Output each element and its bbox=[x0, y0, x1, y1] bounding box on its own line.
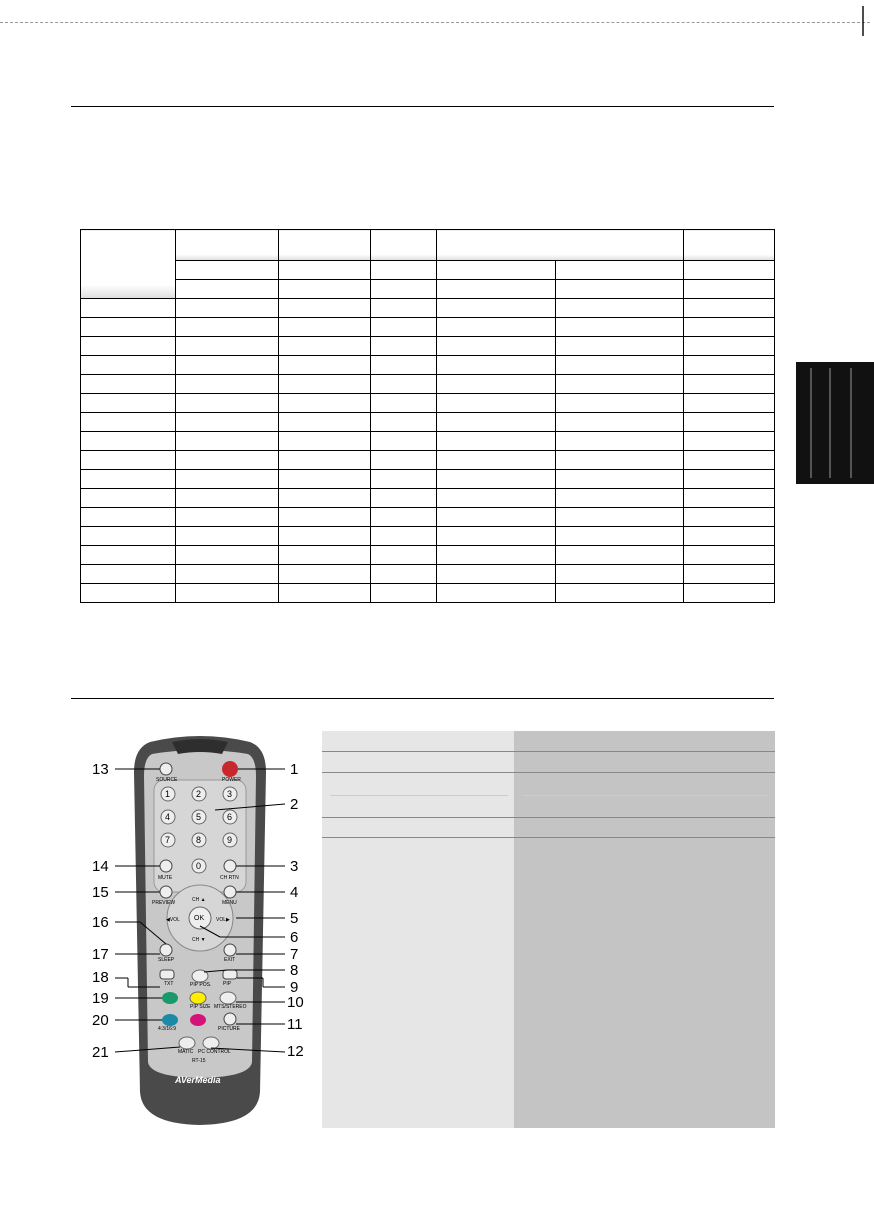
table-row bbox=[81, 375, 775, 394]
key-label-ch-rtn: CH RTN bbox=[220, 875, 239, 881]
callout-number: 2 bbox=[290, 796, 299, 813]
table-row bbox=[81, 470, 775, 489]
key-label-pip-pos: PIP POS. bbox=[190, 982, 212, 988]
key-label-mute: MUTE bbox=[158, 875, 173, 881]
callout-number: 10 bbox=[287, 994, 304, 1011]
remote-model-label: RT-15 bbox=[192, 1058, 206, 1064]
button-legend-table bbox=[322, 731, 775, 1128]
legend-column-key bbox=[322, 731, 514, 1128]
table-row bbox=[81, 584, 775, 603]
key-label-picture: PICTURE bbox=[218, 1026, 240, 1032]
key-label-digit: 4 bbox=[165, 812, 171, 822]
callout-number: 11 bbox=[287, 1016, 303, 1033]
power-button bbox=[222, 761, 238, 777]
key-label-source: SOURCE bbox=[156, 777, 178, 783]
table-row bbox=[81, 546, 775, 565]
table-row bbox=[81, 318, 775, 337]
table-header-cell bbox=[437, 230, 684, 261]
key-label-txt: TXT bbox=[164, 981, 174, 987]
key-label-aspect: 4:3/16:9 bbox=[158, 1026, 177, 1032]
table-row bbox=[81, 394, 775, 413]
key-label-vol-up: VOL▶ bbox=[216, 917, 230, 923]
callout-number: 12 bbox=[287, 1043, 304, 1060]
key-label-ok: OK bbox=[194, 915, 205, 922]
callout-number: 5 bbox=[290, 910, 299, 927]
callout-number: 8 bbox=[290, 962, 299, 979]
callout-number: 17 bbox=[92, 946, 109, 963]
table-row bbox=[81, 413, 775, 432]
table-row bbox=[81, 356, 775, 375]
table-row bbox=[81, 527, 775, 546]
callout-number: 16 bbox=[92, 914, 109, 931]
callout-number: 3 bbox=[290, 858, 299, 875]
callout-number: 21 bbox=[92, 1044, 109, 1061]
key-label-digit: 8 bbox=[196, 835, 202, 845]
key-label-exit: EXIT bbox=[224, 957, 236, 963]
key-label-ch-up: CH ▲ bbox=[192, 897, 206, 903]
key-label-preview: PREVIEW bbox=[152, 900, 176, 906]
key-label-digit: 0 bbox=[196, 861, 202, 871]
legend-column-function bbox=[514, 731, 775, 1128]
callout-number: 14 bbox=[92, 858, 109, 875]
table-header-cell bbox=[279, 230, 371, 261]
key-label-digit: 6 bbox=[227, 812, 233, 822]
callout-number: 9 bbox=[290, 979, 299, 996]
spec-table bbox=[80, 229, 775, 603]
callout-number: 15 bbox=[92, 884, 109, 901]
key-label-digit: 9 bbox=[227, 835, 233, 845]
key-label-digit: 7 bbox=[165, 835, 171, 845]
key-label-digit: 1 bbox=[165, 789, 171, 799]
table-row bbox=[81, 432, 775, 451]
key-label-power: POWER bbox=[222, 777, 241, 783]
table-row bbox=[81, 508, 775, 527]
source-button bbox=[160, 763, 172, 775]
table-corner-cell bbox=[81, 230, 176, 299]
table-row bbox=[81, 565, 775, 584]
key-label-pc-control: PC CONTROL bbox=[198, 1049, 231, 1055]
middle-rule bbox=[71, 698, 774, 699]
key-label-digit: 3 bbox=[227, 789, 233, 799]
callout-number: 1 bbox=[290, 761, 299, 778]
table-row bbox=[81, 451, 775, 470]
key-label-ch-down: CH ▼ bbox=[192, 937, 206, 943]
callout-number: 13 bbox=[92, 761, 109, 778]
table-row bbox=[81, 299, 775, 318]
table-header-cell bbox=[371, 230, 437, 261]
key-label-pip: PIP bbox=[223, 981, 232, 987]
key-label-pip-size: PIP SIZE bbox=[190, 1004, 211, 1010]
key-label-mts: MTS/STEREO bbox=[214, 1004, 247, 1010]
table-row bbox=[81, 489, 775, 508]
chapter-tab bbox=[796, 362, 874, 484]
brand-logo: AVerMedia bbox=[175, 1075, 221, 1085]
key-label-matic: MATIC bbox=[178, 1049, 194, 1055]
key-label-digit: 5 bbox=[196, 812, 202, 822]
callout-number: 4 bbox=[290, 884, 299, 901]
top-rule bbox=[71, 106, 774, 107]
key-label-menu: MENU bbox=[222, 900, 237, 906]
key-label-digit: 2 bbox=[196, 789, 202, 799]
callout-number: 18 bbox=[92, 969, 109, 986]
callout-number: 7 bbox=[290, 946, 299, 963]
callout-number: 6 bbox=[290, 929, 299, 946]
key-label-sleep: SLEEP bbox=[158, 957, 175, 963]
scissors-icon bbox=[855, 6, 871, 36]
callout-number: 20 bbox=[92, 1012, 109, 1029]
table-header-cell bbox=[684, 230, 775, 261]
callout-number: 19 bbox=[92, 990, 109, 1007]
table-header-cell bbox=[176, 230, 279, 261]
cut-line bbox=[0, 22, 870, 23]
table-row bbox=[81, 337, 775, 356]
key-label-vol-down: ◀VOL bbox=[166, 917, 180, 923]
